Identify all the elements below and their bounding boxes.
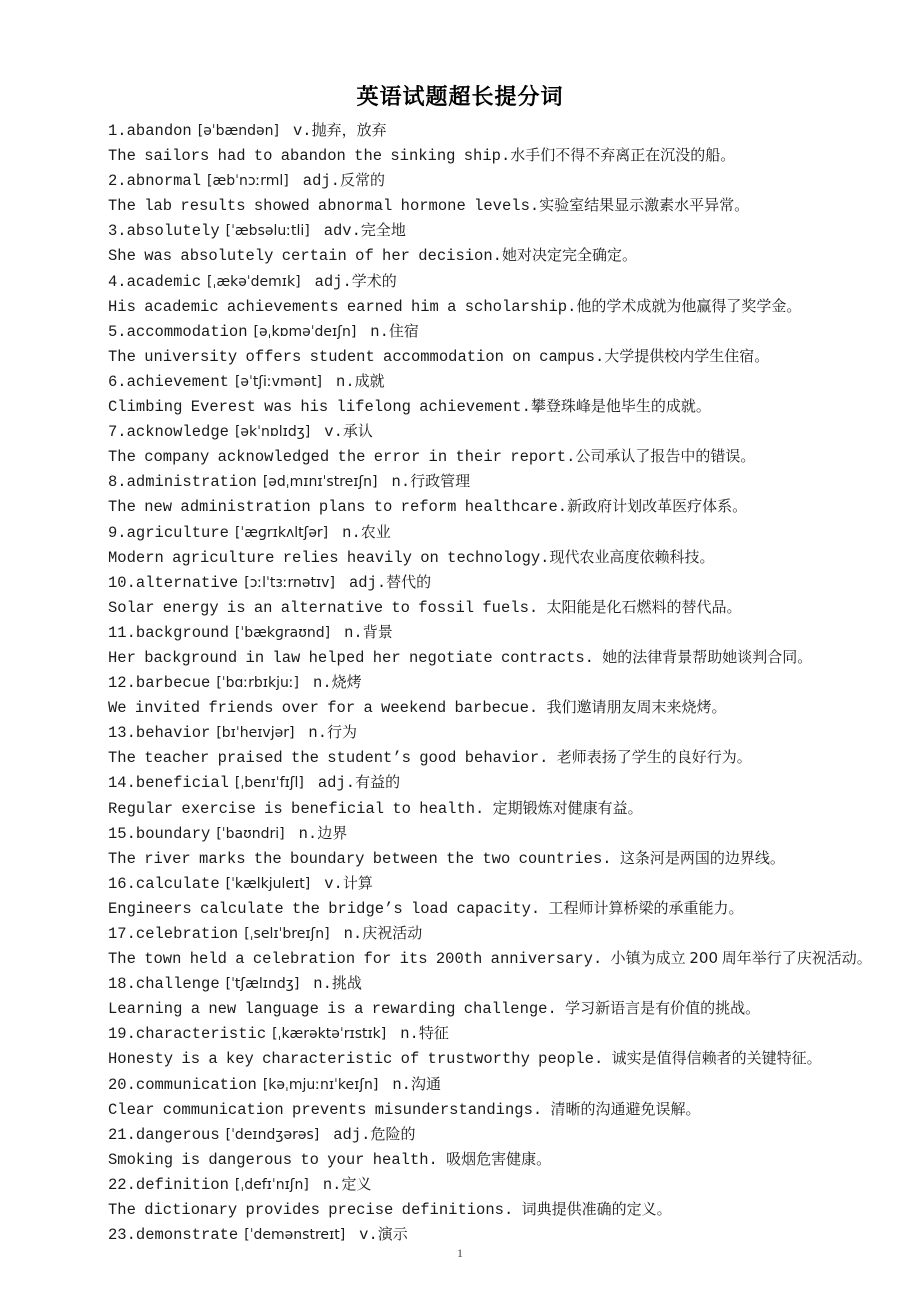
entry-word: boundary <box>135 824 211 843</box>
example-chinese: 新政府计划改革医疗体系。 <box>567 497 748 516</box>
entry-word: beneficial <box>135 774 229 793</box>
entry-phonetic: [bɪˈheɪvjər] <box>216 725 295 742</box>
entry-headword-line <box>72 871 872 896</box>
entry-number: 16. <box>108 874 136 893</box>
entry-number: 22. <box>108 1175 136 1194</box>
entry-part-of-speech: n. <box>313 975 332 994</box>
entry-meaning: 行为 <box>327 723 358 742</box>
entry-example-line <box>72 946 872 971</box>
entry-meaning: 挑战 <box>331 974 362 993</box>
entry-headword-line <box>72 520 872 545</box>
entry-meaning: 有益的 <box>355 773 401 792</box>
entry-part-of-speech: n. <box>344 623 363 642</box>
vocab-entry <box>72 118 872 168</box>
entry-meaning: 抛弃，放弃 <box>311 121 387 139</box>
entry-phonetic: [əˈbændən] <box>197 123 279 139</box>
entry-headword-line <box>72 319 872 344</box>
example-english: The sailors had to abandon the sinking ship. <box>108 147 511 166</box>
entry-example-line <box>72 846 872 871</box>
entry-number: 21. <box>108 1125 136 1144</box>
entry-example-line <box>72 1097 872 1122</box>
entry-part-of-speech: v. <box>293 122 312 140</box>
entry-word: abnormal <box>126 172 202 191</box>
entry-headword-line <box>72 369 872 394</box>
entry-phonetic: [ədˌmɪnɪˈstreɪʃn] <box>262 474 378 491</box>
entry-number: 7. <box>108 423 127 442</box>
example-chinese: 攀登珠峰是他毕生的成就。 <box>530 397 711 416</box>
entry-word: agriculture <box>126 523 229 542</box>
example-chinese: 词典提供准确的定义。 <box>521 1200 672 1219</box>
entry-headword-line <box>72 469 872 494</box>
example-chinese: 太阳能是化石燃料的替代品。 <box>546 597 742 616</box>
entry-headword-line <box>72 720 872 745</box>
entry-part-of-speech: n. <box>322 1175 342 1194</box>
example-chinese: 吸烟危害健康。 <box>446 1149 552 1168</box>
entry-part-of-speech: n. <box>392 1075 411 1094</box>
vocab-entry <box>72 419 872 469</box>
entry-meaning: 庆祝活动 <box>362 924 423 942</box>
entry-meaning: 行政管理 <box>410 472 471 491</box>
entry-number: 15. <box>108 824 136 843</box>
vocab-entry <box>72 1172 872 1222</box>
vocab-entry <box>72 1072 872 1122</box>
entry-word: achievement <box>126 372 229 391</box>
entry-number: 23. <box>108 1226 136 1245</box>
entry-word: demonstrate <box>135 1226 239 1245</box>
entry-headword-line <box>72 670 872 695</box>
entry-example-line <box>72 1147 872 1172</box>
entry-headword-line <box>72 971 872 996</box>
example-chinese: 她的法律背景帮助她谈判合同。 <box>602 647 813 666</box>
entry-phonetic: [ˌselɪˈbreɪʃn] <box>244 926 330 942</box>
example-english: The river marks the boundary between the two countries. <box>108 849 620 868</box>
entry-word: challenge <box>135 975 220 994</box>
entry-headword-line <box>72 770 872 795</box>
entry-word: celebration <box>135 925 239 943</box>
entry-headword-line <box>72 1072 872 1097</box>
example-english: The new administration plans to reform healthcare. <box>108 498 568 517</box>
entry-headword-line <box>72 1122 872 1147</box>
vocabulary-list <box>72 118 872 1247</box>
example-chinese: 工程师计算桥梁的承重能力。 <box>548 898 744 917</box>
vocab-entry <box>72 218 872 268</box>
entry-phonetic: [ˈæɡrɪkʌltʃər] <box>234 524 329 541</box>
example-english: Solar energy is an alternative to fossil fuels. <box>108 598 547 617</box>
entry-number: 5. <box>108 322 127 341</box>
example-chinese: 现代农业高度依赖科技。 <box>549 547 715 566</box>
entry-part-of-speech: v. <box>324 423 343 442</box>
entry-word: abandon <box>126 122 192 140</box>
vocab-entry <box>72 921 872 971</box>
entry-phonetic: [ˌkærəktəˈrɪstɪk] <box>272 1026 387 1043</box>
example-english: Modern agriculture relies heavily on technology. <box>108 548 550 567</box>
entry-number: 20. <box>108 1075 136 1094</box>
vocab-entry <box>72 821 872 871</box>
example-english: His academic achievements earned him a scholarship. <box>108 297 577 316</box>
entry-example-line <box>72 243 872 268</box>
entry-part-of-speech: n. <box>343 925 363 943</box>
entry-part-of-speech: n. <box>298 824 318 843</box>
entry-number: 11. <box>108 623 136 642</box>
entry-number: 2. <box>108 172 127 191</box>
entry-headword-line <box>72 570 872 595</box>
vocab-entry <box>72 770 872 820</box>
entry-part-of-speech: n. <box>342 523 361 542</box>
entry-headword-line <box>72 218 872 243</box>
example-english: Learning a new language is a rewarding challenge. <box>108 1000 566 1019</box>
entry-example-line <box>72 796 872 821</box>
entry-meaning: 成就 <box>354 371 385 390</box>
entry-part-of-speech: v. <box>324 874 343 893</box>
vocab-entry <box>72 1222 872 1247</box>
example-chinese: 小镇为成立 200 周年举行了庆祝活动。 <box>610 949 872 968</box>
entry-example-line <box>72 344 872 369</box>
vocab-entry <box>72 871 872 921</box>
entry-part-of-speech: adj. <box>348 573 387 592</box>
entry-example-line <box>72 896 872 921</box>
vocab-entry <box>72 1021 872 1071</box>
entry-phonetic: [ˈkælkjuleɪt] <box>225 875 311 892</box>
entry-word: dangerous <box>135 1125 220 1144</box>
example-english: Engineers calculate the bridge’s load capacity. <box>108 899 549 918</box>
entry-part-of-speech: v. <box>359 1226 378 1245</box>
entry-example-line <box>72 996 872 1021</box>
example-english: Honesty is a key characteristic of trustworthy people. <box>108 1050 612 1069</box>
entry-phonetic: [ˌdefɪˈnɪʃn] <box>234 1176 309 1193</box>
example-english: Smoking is dangerous to your health. <box>108 1150 447 1169</box>
example-english: The university offers student accommodation on campus. <box>108 347 605 366</box>
entry-part-of-speech: n. <box>313 674 332 693</box>
entry-phonetic: [æbˈnɔːrml] <box>207 173 289 190</box>
entry-phonetic: [ˈbɑːrbɪkjuː] <box>216 675 300 692</box>
entry-word: acknowledge <box>126 423 229 442</box>
example-chinese: 诚实是值得信赖者的关键特征。 <box>611 1049 822 1068</box>
entry-phonetic: [ˈbækɡraʊnd] <box>234 624 331 641</box>
entry-phonetic: [ˈdemənstreɪt] <box>244 1227 346 1244</box>
example-chinese: 她对决定完全确定。 <box>501 246 637 265</box>
example-chinese: 学习新语言是有价值的挑战。 <box>565 999 761 1018</box>
entry-word: communication <box>135 1075 257 1094</box>
entry-phonetic: [ˈbaʊndri] <box>216 825 285 842</box>
entry-meaning: 反常的 <box>339 171 385 190</box>
entry-phonetic: [ɔːlˈtɜːrnətɪv] <box>244 574 335 591</box>
example-english: The teacher praised the student’s good behavior. <box>108 749 557 768</box>
entry-headword-line <box>72 1172 872 1197</box>
vocab-entry <box>72 168 872 218</box>
entry-number: 10. <box>108 573 136 592</box>
example-english: The dictionary provides precise definitions. <box>108 1201 522 1220</box>
example-chinese: 老师表扬了学生的良好行为。 <box>556 748 752 767</box>
entry-meaning: 替代的 <box>386 572 432 591</box>
entry-part-of-speech: n. <box>336 372 355 391</box>
entry-part-of-speech: adj. <box>302 172 340 191</box>
entry-phonetic: [ˈtʃælɪndʒ] <box>225 976 300 993</box>
entry-example-line <box>72 745 872 770</box>
entry-number: 13. <box>108 724 136 743</box>
entry-part-of-speech: adj. <box>317 774 356 793</box>
entry-headword-line <box>72 419 872 444</box>
entry-phonetic: [əkˈnɒlɪdʒ] <box>234 424 311 441</box>
vocab-entry <box>72 520 872 570</box>
example-chinese: 定期锻炼对健康有益。 <box>492 798 643 817</box>
vocab-entry <box>72 269 872 319</box>
entry-word: absolutely <box>126 222 220 241</box>
entry-example-line <box>72 394 872 419</box>
page-number: 1 <box>457 1246 463 1260</box>
page-title: 英语试题超长提分词 <box>356 85 564 110</box>
entry-headword-line <box>72 1021 872 1046</box>
entry-number: 17. <box>108 925 136 943</box>
entry-meaning: 烧烤 <box>331 673 362 692</box>
entry-phonetic: [ˈæbsəluːtli] <box>225 223 310 240</box>
entry-word: alternative <box>135 573 239 592</box>
vocab-entry <box>72 319 872 369</box>
entry-phonetic: [kəˌmjuːnɪˈkeɪʃn] <box>262 1076 379 1093</box>
entry-word: academic <box>126 272 202 291</box>
vocab-entry <box>72 570 872 620</box>
entry-word: background <box>135 623 229 642</box>
entry-example-line <box>72 1197 872 1222</box>
example-english: We invited friends over for a weekend barbecue. <box>108 699 547 718</box>
entry-number: 12. <box>108 674 136 693</box>
entry-meaning: 学术的 <box>351 271 397 290</box>
example-english: She was absolutely certain of her decision. <box>108 247 502 266</box>
entry-word: definition <box>135 1175 229 1194</box>
entry-phonetic: [ˌækəˈdemɪk] <box>207 273 301 290</box>
entry-meaning: 演示 <box>377 1225 408 1244</box>
vocab-entry <box>72 971 872 1021</box>
example-chinese: 这条河是两国的边界线。 <box>619 848 785 867</box>
entry-meaning: 住宿 <box>388 321 419 340</box>
example-english: The company acknowledged the error in their report. <box>108 448 576 467</box>
entry-meaning: 沟通 <box>410 1074 441 1093</box>
entry-phonetic: [ˌbenɪˈfɪʃl] <box>234 775 304 792</box>
entry-phonetic: [ˈdeɪndʒərəs] <box>225 1126 320 1143</box>
entry-number: 9. <box>108 523 127 542</box>
entry-example-line <box>72 545 872 570</box>
example-english: Climbing Everest was his lifelong achievement. <box>108 398 531 417</box>
vocab-entry <box>72 1122 872 1172</box>
example-english: The town held a celebration for its 200th anniversary. <box>108 950 611 969</box>
entry-example-line <box>72 494 872 519</box>
entry-example-line <box>72 444 872 469</box>
entry-meaning: 计算 <box>342 873 373 892</box>
entry-word: behavior <box>135 724 211 743</box>
entry-number: 4. <box>108 272 127 291</box>
entry-number: 6. <box>108 372 127 391</box>
vocab-entry <box>72 620 872 670</box>
entry-meaning: 危险的 <box>370 1124 416 1143</box>
entry-number: 18. <box>108 975 136 994</box>
entry-meaning: 承认 <box>342 422 373 441</box>
entry-meaning: 定义 <box>341 1174 372 1193</box>
entry-meaning: 边界 <box>317 823 348 842</box>
entry-headword-line <box>72 1222 872 1247</box>
entry-part-of-speech: n. <box>391 473 411 492</box>
example-english: The lab results showed abnormal hormone levels. <box>108 197 540 216</box>
entry-number: 1. <box>108 122 127 140</box>
entry-meaning: 特征 <box>418 1024 449 1043</box>
entry-number: 19. <box>108 1025 136 1044</box>
entry-part-of-speech: adj. <box>333 1125 371 1144</box>
entry-number: 3. <box>108 222 127 241</box>
entry-headword-line <box>72 269 872 294</box>
entry-example-line <box>72 595 872 620</box>
example-chinese: 大学提供校内学生住宿。 <box>604 346 770 365</box>
example-chinese: 他的学术成就为他赢得了奖学金。 <box>576 296 802 315</box>
entry-headword-line <box>72 118 872 143</box>
vocab-entry <box>72 469 872 519</box>
example-english: Her background in law helped her negotiate contracts. <box>108 648 603 667</box>
entry-word: calculate <box>135 874 220 893</box>
vocab-entry <box>72 369 872 419</box>
entry-example-line <box>72 695 872 720</box>
entry-part-of-speech: n. <box>370 322 389 341</box>
entry-phonetic: [əˌkɒməˈdeɪʃn] <box>253 323 357 340</box>
example-chinese: 我们邀请朋友周末来烧烤。 <box>546 698 727 717</box>
entry-meaning: 完全地 <box>360 221 406 240</box>
entry-part-of-speech: n. <box>400 1025 419 1044</box>
entry-headword-line <box>72 620 872 645</box>
vocab-entry <box>72 720 872 770</box>
entry-word: administration <box>126 473 257 492</box>
entry-example-line <box>72 294 872 319</box>
example-chinese: 清晰的沟通避免误解。 <box>550 1099 701 1118</box>
entry-number: 8. <box>108 473 127 492</box>
entry-phonetic: [əˈtʃiːvmənt] <box>234 373 323 390</box>
entry-headword-line <box>72 168 872 193</box>
entry-part-of-speech: adj. <box>314 272 352 291</box>
entry-word: accommodation <box>126 322 248 341</box>
entry-word: characteristic <box>135 1025 267 1044</box>
entry-headword-line <box>72 921 872 946</box>
entry-example-line <box>72 645 872 670</box>
example-english: Clear communication prevents misunderstandings. <box>108 1100 551 1119</box>
vocab-entry <box>72 670 872 720</box>
entry-number: 14. <box>108 774 136 793</box>
entry-example-line <box>72 1046 872 1071</box>
entry-example-line <box>72 143 872 168</box>
entry-example-line <box>72 193 872 218</box>
example-english: Regular exercise is beneficial to health. <box>108 799 493 818</box>
example-chinese: 公司承认了报告中的错误。 <box>575 447 756 466</box>
entry-part-of-speech: adv. <box>323 222 361 241</box>
entry-headword-line <box>72 821 872 846</box>
entry-part-of-speech: n. <box>308 724 328 743</box>
entry-word: barbecue <box>135 674 211 693</box>
entry-meaning: 背景 <box>362 622 393 641</box>
example-chinese: 水手们不得不弃离正在沉没的船。 <box>510 146 736 165</box>
entry-meaning: 农业 <box>360 522 391 541</box>
example-chinese: 实验室结果显示激素水平异常。 <box>539 196 750 215</box>
